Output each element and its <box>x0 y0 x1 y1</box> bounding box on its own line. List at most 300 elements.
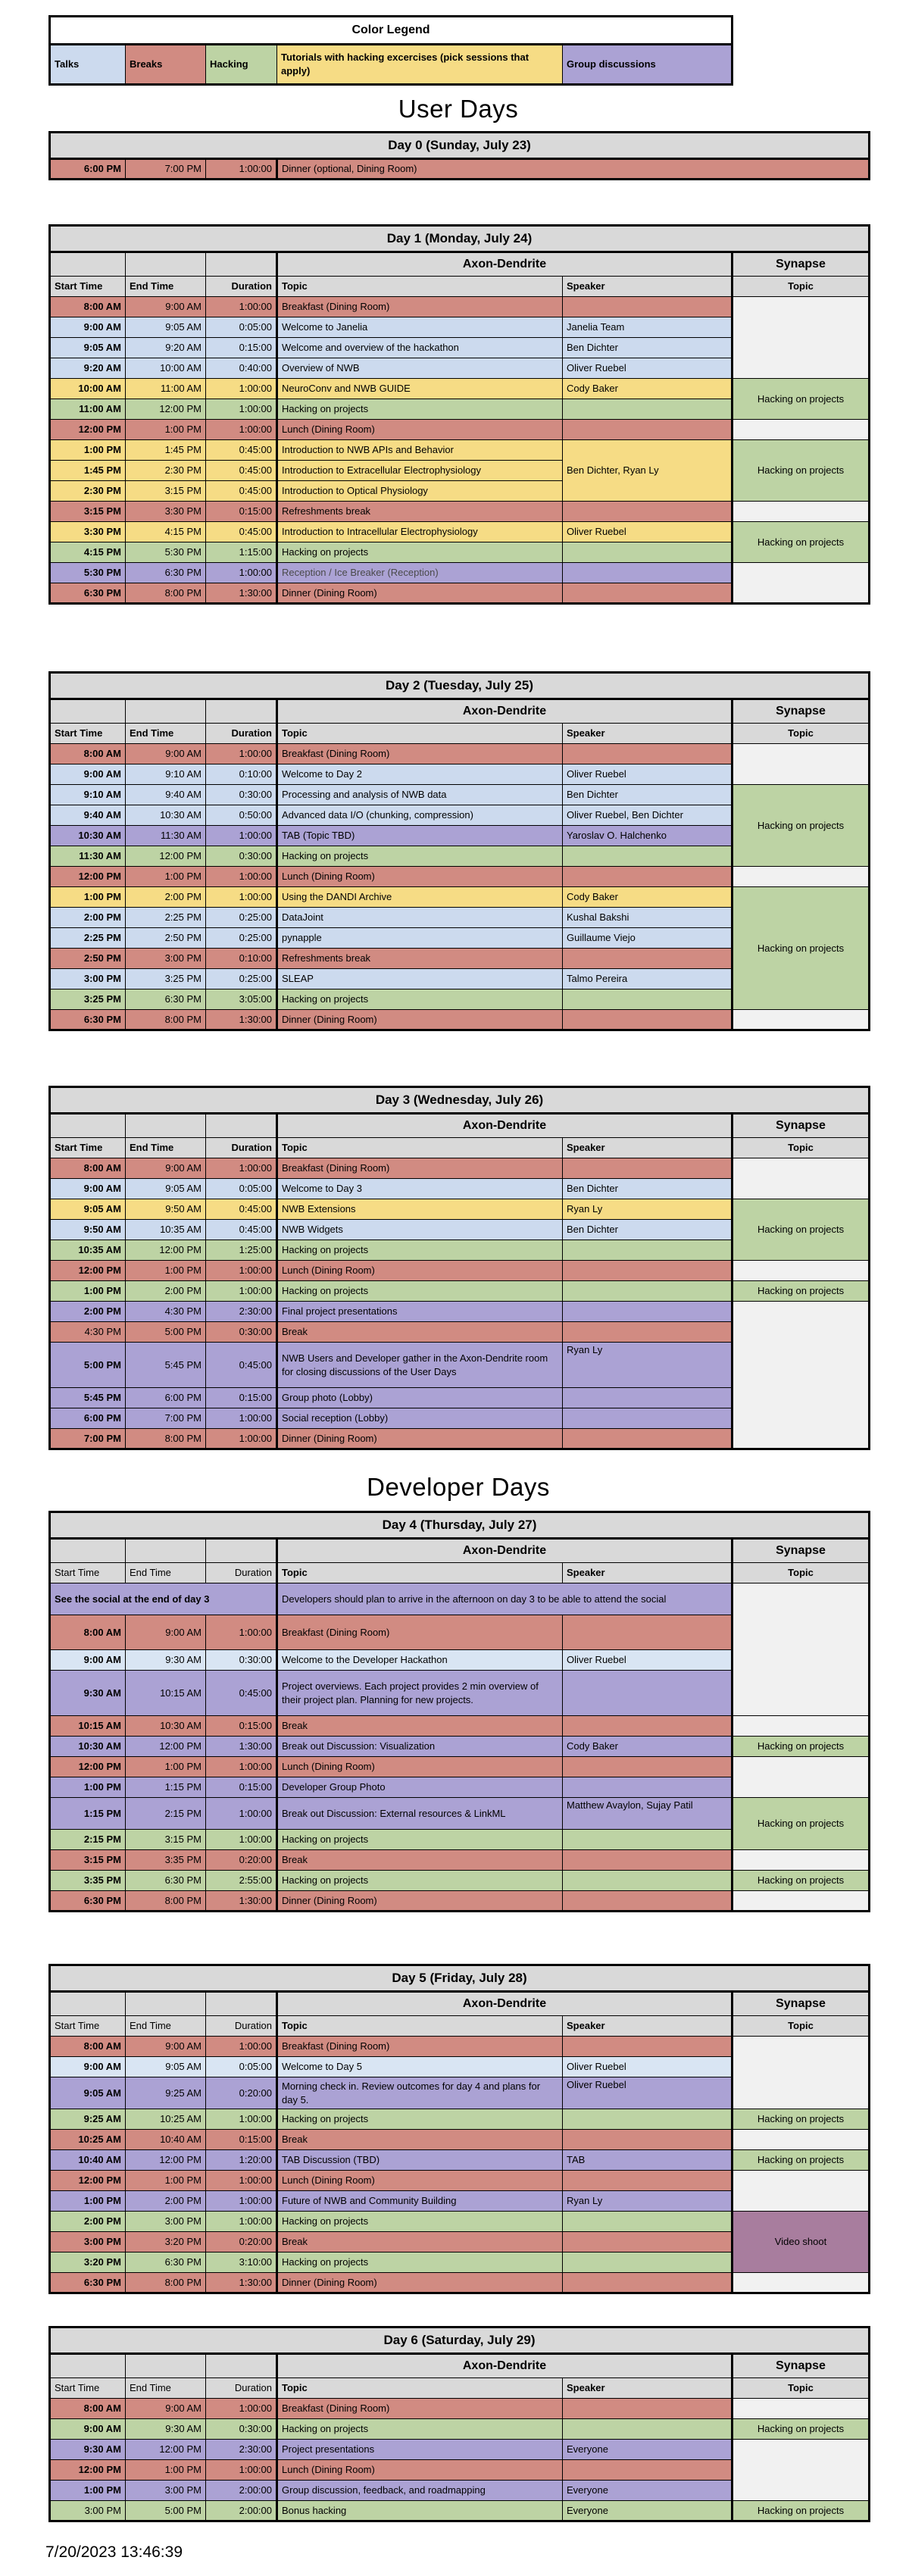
cell-end-time: 10:30 AM <box>126 1716 206 1737</box>
cell-end-time: 12:00 PM <box>126 846 206 867</box>
cell-speaker: Everyone <box>563 2501 733 2521</box>
cell-topic: Hacking on projects <box>277 542 563 563</box>
cell-end-time: 9:40 AM <box>126 785 206 805</box>
cell-end-time: 2:00 PM <box>126 1281 206 1302</box>
cell-duration: 1:00:00 <box>206 420 277 440</box>
cell-end-time: 1:00 PM <box>126 867 206 887</box>
cell-end-time: 8:00 PM <box>126 1891 206 1912</box>
cell-end-time: 5:00 PM <box>126 1322 206 1343</box>
column-header-row <box>50 1138 870 1158</box>
cell-topic: Lunch (Dining Room) <box>277 2171 563 2191</box>
cell-start-time: 9:40 AM <box>50 805 126 826</box>
cell-duration: 1:00:00 <box>206 2037 277 2057</box>
cell-start-time: 2:30 PM <box>50 481 126 502</box>
header-speaker: Speaker <box>563 724 733 744</box>
cell-start-time: 9:30 AM <box>50 1671 126 1716</box>
cell-start-time: 5:00 PM <box>50 1343 126 1388</box>
cell-topic: Welcome to Day 3 <box>277 1179 563 1199</box>
cell-duration: 0:15:00 <box>206 1388 277 1408</box>
cell-topic: Break out Discussion: Visualization <box>277 1737 563 1757</box>
cell-duration: 1:00:00 <box>206 1281 277 1302</box>
cell-end-time: 4:15 PM <box>126 522 206 542</box>
cell-end-time: 6:30 PM <box>126 563 206 583</box>
cell-speaker <box>563 502 733 522</box>
cell-duration: 0:50:00 <box>206 805 277 826</box>
cell-start-time: 3:35 PM <box>50 1871 126 1891</box>
cell-start-time: 11:00 AM <box>50 399 126 420</box>
cell-duration: 1:00:00 <box>206 1429 277 1449</box>
cell-end-time: 9:20 AM <box>126 338 206 358</box>
band-empty-cell <box>206 1992 277 2016</box>
cell-start-time: 1:00 PM <box>50 2481 126 2501</box>
cell-duration: 1:00:00 <box>206 399 277 420</box>
cell-end-time: 8:00 PM <box>126 2273 206 2293</box>
cell-speaker: Oliver Ruebel <box>563 764 733 785</box>
cell-speaker <box>563 1408 733 1429</box>
cell-speaker <box>563 989 733 1010</box>
cell-start-time: 8:00 AM <box>50 2399 126 2419</box>
cell-speaker: Everyone <box>563 2481 733 2501</box>
cell-end-time: 6:30 PM <box>126 989 206 1010</box>
cell-speaker: Matthew Avaylon, Sujay Patil <box>563 1798 733 1830</box>
cell-end-time: 9:00 AM <box>126 297 206 317</box>
cell-duration: 0:15:00 <box>206 1716 277 1737</box>
cell-end-time: 12:00 PM <box>126 399 206 420</box>
header-synapse-topic: Topic <box>733 2378 870 2399</box>
cell-topic: Hacking on projects <box>277 1240 563 1261</box>
cell-end-time: 2:50 PM <box>126 928 206 949</box>
cell-speaker <box>563 1830 733 1850</box>
header-start-time: Start Time <box>50 1138 126 1158</box>
cell-start-time: 8:00 AM <box>50 297 126 317</box>
column-header-row <box>50 724 870 744</box>
cell-duration: 1:30:00 <box>206 1891 277 1912</box>
cell-synapse-topic: Hacking on projects <box>733 440 870 502</box>
header-start-time: Start Time <box>50 2016 126 2037</box>
day-title: Day 0 (Sunday, July 23) <box>50 133 870 159</box>
day-title-row <box>50 2327 870 2354</box>
cell-start-time: 10:30 AM <box>50 826 126 846</box>
cell-speaker: Yaroslav O. Halchenko <box>563 826 733 846</box>
cell-synapse-topic <box>733 2171 870 2212</box>
header-duration: Duration <box>206 2016 277 2037</box>
cell-end-time: 9:05 AM <box>126 317 206 338</box>
header-synapse-topic: Topic <box>733 2016 870 2037</box>
band-empty-cell <box>126 2354 206 2378</box>
room-left-label: Axon-Dendrite <box>277 699 733 724</box>
cell-end-time: 9:50 AM <box>126 1199 206 1220</box>
cell-topic: Welcome to the Developer Hackathon <box>277 1650 563 1671</box>
header-topic: Topic <box>277 2016 563 2037</box>
cell-end-time: 1:00 PM <box>126 1757 206 1777</box>
cell-speaker <box>563 583 733 604</box>
cell-topic: Break <box>277 2130 563 2150</box>
schedule-row <box>50 502 870 522</box>
legend-title-row <box>50 17 733 45</box>
cell-speaker: Oliver Ruebel <box>563 522 733 542</box>
cell-duration: 2:30:00 <box>206 2440 277 2460</box>
cell-synapse-topic: Hacking on projects <box>733 1871 870 1891</box>
cell-speaker <box>563 1388 733 1408</box>
cell-duration: 1:30:00 <box>206 1737 277 1757</box>
cell-end-time: 1:00 PM <box>126 420 206 440</box>
cell-duration: 1:00:00 <box>206 2191 277 2212</box>
header-topic: Topic <box>277 1563 563 1583</box>
cell-duration: 0:45:00 <box>206 522 277 542</box>
cell-synapse-topic: Hacking on projects <box>733 2150 870 2171</box>
cell-end-time: 1:00 PM <box>126 2171 206 2191</box>
cell-speaker: Ryan Ly <box>563 2191 733 2212</box>
schedule-row <box>50 2440 870 2460</box>
cell-duration: 0:25:00 <box>206 908 277 928</box>
cell-synapse-topic <box>733 2273 870 2293</box>
cell-start-time: 2:15 PM <box>50 1830 126 1850</box>
schedule-row <box>50 1281 870 1302</box>
cell-start-time: 4:15 PM <box>50 542 126 563</box>
cell-duration: 1:00:00 <box>206 563 277 583</box>
day-table-2 <box>48 671 870 1031</box>
cell-duration: 0:25:00 <box>206 928 277 949</box>
cell-start-time: 9:05 AM <box>50 2077 126 2109</box>
cell-topic: Introduction to Intracellular Electrophysiology <box>277 522 563 542</box>
header-start-time: Start Time <box>50 277 126 297</box>
header-synapse-topic: Topic <box>733 277 870 297</box>
cell-end-time: 8:00 PM <box>126 1010 206 1030</box>
header-end-time: End Time <box>126 277 206 297</box>
column-header-row <box>50 1563 870 1583</box>
cell-synapse-topic <box>733 744 870 785</box>
cell-end-time: 1:15 PM <box>126 1777 206 1798</box>
column-header-row <box>50 277 870 297</box>
schedule-row <box>50 1850 870 1871</box>
header-synapse-topic: Topic <box>733 1138 870 1158</box>
room-left-label: Axon-Dendrite <box>277 1992 733 2016</box>
cell-start-time: 4:30 PM <box>50 1322 126 1343</box>
cell-duration: 2:00:00 <box>206 2501 277 2521</box>
cell-speaker <box>563 1777 733 1798</box>
cell-speaker <box>563 1757 733 1777</box>
cell-end-time: 2:15 PM <box>126 1798 206 1830</box>
cell-speaker: Ben Dichter, Ryan Ly <box>563 440 733 502</box>
cell-speaker <box>563 2109 733 2130</box>
cell-end-time: 10:30 AM <box>126 805 206 826</box>
cell-duration: 0:20:00 <box>206 1850 277 1871</box>
header-topic: Topic <box>277 2378 563 2399</box>
cell-duration: 1:00:00 <box>206 887 277 908</box>
header-topic: Topic <box>277 1138 563 1158</box>
header-speaker: Speaker <box>563 2378 733 2399</box>
cell-topic: Welcome and overview of the hackathon <box>277 338 563 358</box>
cell-speaker <box>563 2037 733 2057</box>
cell-duration: 0:30:00 <box>206 1650 277 1671</box>
cell-end-time: 3:15 PM <box>126 481 206 502</box>
room-band-row <box>50 1992 870 2016</box>
cell-start-time: 10:15 AM <box>50 1716 126 1737</box>
cell-start-time: 3:00 PM <box>50 969 126 989</box>
cell-end-time: 2:30 PM <box>126 461 206 481</box>
cell-end-time: 3:30 PM <box>126 502 206 522</box>
cell-topic: Developers should plan to arrive in the afternoon on day 3 to be able to attend the social <box>277 1583 733 1615</box>
cell-topic: Final project presentations <box>277 1302 563 1322</box>
schedule-row <box>50 1798 870 1830</box>
cell-topic: Morning check in. Review outcomes for day 4 and plans for day 5. <box>277 2077 563 2109</box>
header-topic: Topic <box>277 724 563 744</box>
room-left-label: Axon-Dendrite <box>277 2354 733 2378</box>
cell-start-time: 1:45 PM <box>50 461 126 481</box>
cell-duration: 0:45:00 <box>206 440 277 461</box>
header-duration: Duration <box>206 2378 277 2399</box>
schedule-row <box>50 2130 870 2150</box>
band-empty-cell <box>206 1114 277 1138</box>
cell-topic: Advanced data I/O (chunking, compression) <box>277 805 563 826</box>
header-duration: Duration <box>206 1138 277 1158</box>
cell-start-time: 9:05 AM <box>50 1199 126 1220</box>
band-empty-cell <box>50 1539 126 1563</box>
cell-start-time: 9:20 AM <box>50 358 126 379</box>
cell-duration: 0:30:00 <box>206 1322 277 1343</box>
cell-speaker <box>563 1615 733 1650</box>
cell-start-time: 2:00 PM <box>50 1302 126 1322</box>
cell-start-time: 12:00 PM <box>50 420 126 440</box>
schedule-row <box>50 2037 870 2057</box>
cell-speaker: Ben Dichter <box>563 1179 733 1199</box>
header-end-time: End Time <box>126 724 206 744</box>
cell-topic: Dinner (Dining Room) <box>277 1891 563 1912</box>
cell-start-time: 10:25 AM <box>50 2130 126 2150</box>
cell-end-time: 5:00 PM <box>126 2501 206 2521</box>
cell-duration: 0:45:00 <box>206 1199 277 1220</box>
schedule-row <box>50 1716 870 1737</box>
cell-duration: 1:00:00 <box>206 1261 277 1281</box>
header-speaker: Speaker <box>563 277 733 297</box>
schedule-row <box>50 744 870 764</box>
day-title-row <box>50 1965 870 1992</box>
header-start-time: Start Time <box>50 2378 126 2399</box>
cell-start-time: 9:00 AM <box>50 2057 126 2077</box>
cell-end-time: 2:25 PM <box>126 908 206 928</box>
schedule-row <box>50 1261 870 1281</box>
cell-speaker <box>563 1240 733 1261</box>
cell-start-time: 12:00 PM <box>50 2460 126 2481</box>
cell-start-time: 3:00 PM <box>50 2501 126 2521</box>
room-band-row <box>50 699 870 724</box>
cell-start-time: 3:15 PM <box>50 502 126 522</box>
cell-duration: 0:05:00 <box>206 317 277 338</box>
cell-end-time: 9:00 AM <box>126 1158 206 1179</box>
schedule-content <box>45 15 868 2562</box>
cell-speaker: Oliver Ruebel <box>563 358 733 379</box>
cell-topic: NWB Extensions <box>277 1199 563 1220</box>
cell-duration: 1:25:00 <box>206 1240 277 1261</box>
cell-end-time: 9:30 AM <box>126 1650 206 1671</box>
cell-speaker <box>563 542 733 563</box>
cell-speaker <box>563 2419 733 2440</box>
room-right-label: Synapse <box>733 1539 870 1563</box>
schedule-row <box>50 2399 870 2419</box>
cell-end-time: 6:00 PM <box>126 1388 206 1408</box>
cell-synapse-topic: Hacking on projects <box>733 1798 870 1850</box>
cell-start-time: 8:00 AM <box>50 1158 126 1179</box>
cell-speaker: TAB <box>563 2150 733 2171</box>
cell-start-time: 9:00 AM <box>50 1650 126 1671</box>
cell-speaker: Ben Dichter <box>563 785 733 805</box>
cell-end-time: 8:00 PM <box>126 583 206 604</box>
cell-topic: Project presentations <box>277 2440 563 2460</box>
cell-speaker <box>563 563 733 583</box>
cell-start-time: 9:50 AM <box>50 1220 126 1240</box>
room-right-label: Synapse <box>733 699 870 724</box>
header-start-time: Start Time <box>50 724 126 744</box>
room-right-label: Synapse <box>733 1992 870 2016</box>
cell-start-time: 9:05 AM <box>50 338 126 358</box>
cell-topic: Break <box>277 1716 563 1737</box>
cell-synapse-topic <box>733 1158 870 1199</box>
cell-end-time: 2:00 PM <box>126 2191 206 2212</box>
cell-end-time: 1:00 PM <box>126 2460 206 2481</box>
cell-speaker: Ryan Ly <box>563 1199 733 1220</box>
header-duration: Duration <box>206 724 277 744</box>
room-right-label: Synapse <box>733 2354 870 2378</box>
legend-item-tutorial: Tutorials with hacking excercises (pick sessions that apply) <box>277 45 563 85</box>
cell-topic: Hacking on projects <box>277 1281 563 1302</box>
cell-topic: Introduction to NWB APIs and Behavior <box>277 440 563 461</box>
cell-start-time: 6:00 PM <box>50 159 126 180</box>
header-end-time: End Time <box>126 1138 206 1158</box>
cell-end-time: 8:00 PM <box>126 1429 206 1449</box>
cell-start-time: 12:00 PM <box>50 2171 126 2191</box>
schedule-row <box>50 1302 870 1322</box>
day-title-row <box>50 226 870 252</box>
header-duration: Duration <box>206 1563 277 1583</box>
cell-synapse-topic <box>733 502 870 522</box>
cell-start-time: 5:45 PM <box>50 1388 126 1408</box>
cell-end-time: 9:00 AM <box>126 1615 206 1650</box>
schedule-row <box>50 2171 870 2191</box>
cell-duration: 1:30:00 <box>206 1010 277 1030</box>
cell-synapse-topic <box>733 2037 870 2109</box>
cell-topic: Hacking on projects <box>277 2252 563 2273</box>
cell-duration: 1:20:00 <box>206 2150 277 2171</box>
cell-speaker <box>563 1010 733 1030</box>
schedule-row <box>50 2109 870 2130</box>
day-title: Day 4 (Thursday, July 27) <box>50 1512 870 1539</box>
cell-synapse-topic: Hacking on projects <box>733 1199 870 1261</box>
band-empty-cell <box>126 1992 206 2016</box>
header-speaker: Speaker <box>563 2016 733 2037</box>
cell-topic: Lunch (Dining Room) <box>277 1757 563 1777</box>
schedule-row <box>50 1757 870 1777</box>
cell-duration: 0:45:00 <box>206 1343 277 1388</box>
cell-duration: 1:00:00 <box>206 2399 277 2419</box>
cell-synapse-topic <box>733 1757 870 1798</box>
cell-topic: Using the DANDI Archive <box>277 887 563 908</box>
cell-speaker: Ben Dichter <box>563 338 733 358</box>
day-title-row <box>50 1087 870 1114</box>
header-speaker: Speaker <box>563 1138 733 1158</box>
cell-duration: 3:10:00 <box>206 2252 277 2273</box>
cell-speaker <box>563 846 733 867</box>
room-band-row <box>50 2354 870 2378</box>
cell-start-time: 3:00 PM <box>50 2232 126 2252</box>
legend-item-breaks: Breaks <box>126 45 206 85</box>
cell-synapse-topic: Hacking on projects <box>733 2501 870 2521</box>
cell-speaker: Kushal Bakshi <box>563 908 733 928</box>
band-empty-cell <box>50 699 126 724</box>
cell-topic: Welcome to Janelia <box>277 317 563 338</box>
room-band-row <box>50 252 870 277</box>
schedule-row <box>50 563 870 583</box>
cell-topic: NWB Users and Developer gather in the Axon-Dendrite room for closing discussions of the User Days <box>277 1343 563 1388</box>
cell-topic: DataJoint <box>277 908 563 928</box>
header-synapse-topic: Topic <box>733 1563 870 1583</box>
cell-duration: 0:05:00 <box>206 2057 277 2077</box>
cell-duration: 0:05:00 <box>206 1179 277 1199</box>
header-speaker: Speaker <box>563 1563 733 1583</box>
cell-topic: Dinner (Dining Room) <box>277 1010 563 1030</box>
cell-start-time: 9:30 AM <box>50 2440 126 2460</box>
cell-end-time: 6:30 PM <box>126 2252 206 2273</box>
cell-duration: 1:00:00 <box>206 159 277 180</box>
cell-end-time: 12:00 PM <box>126 1737 206 1757</box>
cell-end-time: 9:05 AM <box>126 1179 206 1199</box>
cell-synapse-topic: Hacking on projects <box>733 785 870 867</box>
cell-end-time: 2:00 PM <box>126 887 206 908</box>
schedule-row <box>50 785 870 805</box>
cell-synapse-topic <box>733 867 870 887</box>
cell-topic: Hacking on projects <box>277 399 563 420</box>
cell-duration: 1:00:00 <box>206 2212 277 2232</box>
cell-synapse-topic <box>733 1891 870 1912</box>
cell-end-time: 9:00 AM <box>126 2399 206 2419</box>
cell-end-time: 10:15 AM <box>126 1671 206 1716</box>
cell-topic: Breakfast (Dining Room) <box>277 297 563 317</box>
header-synapse-topic: Topic <box>733 724 870 744</box>
schedule-row <box>50 159 870 180</box>
day-table-4 <box>48 1511 870 1912</box>
cell-start-time: 1:00 PM <box>50 1281 126 1302</box>
cell-synapse-topic: Hacking on projects <box>733 1281 870 1302</box>
cell-synapse-topic <box>733 1850 870 1871</box>
cell-duration: 1:00:00 <box>206 1408 277 1429</box>
cell-start-time: 3:15 PM <box>50 1850 126 1871</box>
cell-speaker: Oliver Ruebel <box>563 2057 733 2077</box>
cell-speaker <box>563 1158 733 1179</box>
cell-duration: 1:00:00 <box>206 744 277 764</box>
schedule-row <box>50 2212 870 2232</box>
cell-speaker: Talmo Pereira <box>563 969 733 989</box>
day-table-3 <box>48 1086 870 1450</box>
cell-duration: 0:15:00 <box>206 2130 277 2150</box>
cell-duration: 2:30:00 <box>206 1302 277 1322</box>
cell-topic: Breakfast (Dining Room) <box>277 1615 563 1650</box>
cell-start-time: 10:35 AM <box>50 1240 126 1261</box>
cell-end-time: 5:45 PM <box>126 1343 206 1388</box>
cell-topic: Bonus hacking <box>277 2501 563 2521</box>
cell-end-time: 3:15 PM <box>126 1830 206 1850</box>
cell-start-time: 12:00 PM <box>50 1261 126 1281</box>
schedule-row <box>50 379 870 399</box>
day-title: Day 5 (Friday, July 28) <box>50 1965 870 1992</box>
cell-end-time: 12:00 PM <box>126 1240 206 1261</box>
header-start-time: Start Time <box>50 1563 126 1583</box>
cell-duration: 0:30:00 <box>206 846 277 867</box>
cell-synapse-topic <box>733 420 870 440</box>
cell-topic: Dinner (Dining Room) <box>277 1429 563 1449</box>
cell-duration: 0:45:00 <box>206 1220 277 1240</box>
cell-end-time: 10:40 AM <box>126 2130 206 2150</box>
cell-start-time: 2:50 PM <box>50 949 126 969</box>
day-title: Day 2 (Tuesday, July 25) <box>50 673 870 699</box>
